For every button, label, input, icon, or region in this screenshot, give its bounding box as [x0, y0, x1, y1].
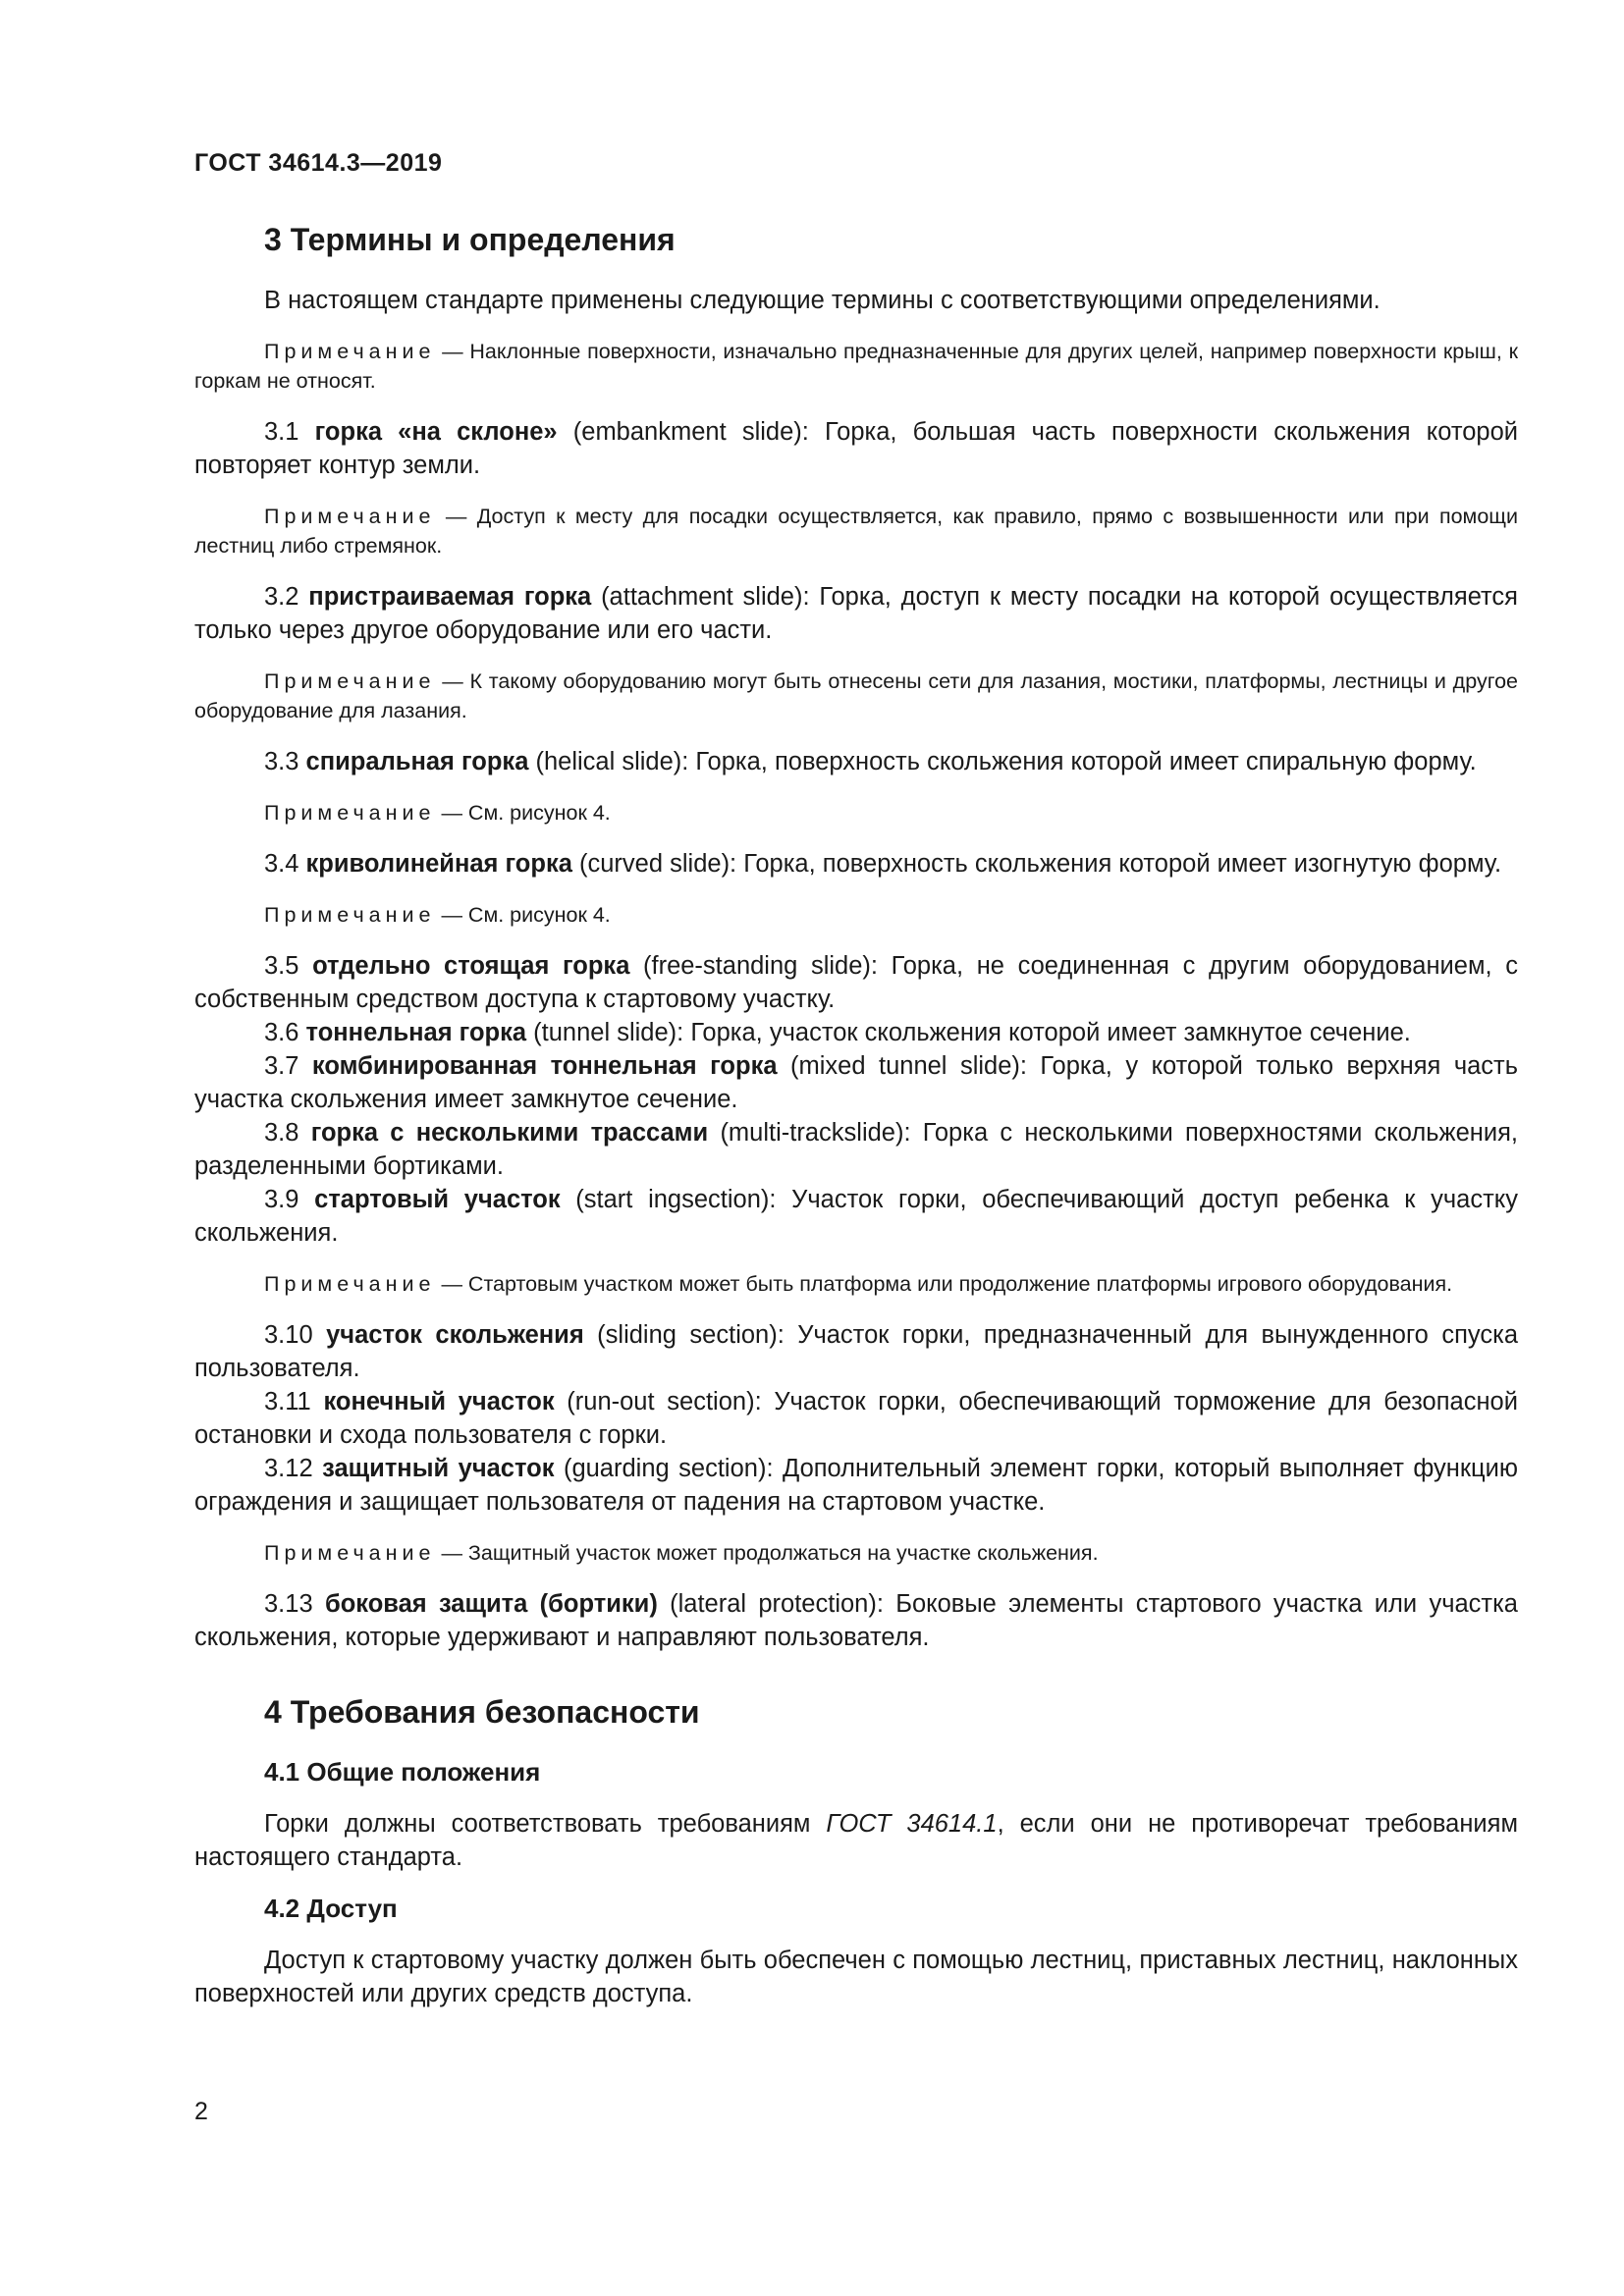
note-label: Примечание: [264, 669, 436, 694]
note-label: Примечание: [264, 340, 436, 364]
document-header: ГОСТ 34614.3—2019: [194, 149, 443, 177]
term-3-11: 3.11 конечный участок (run-out section): Участок горки, обеспечивающий торможение для безопасной остановки и схода пользователя с горки.: [194, 1388, 1518, 1450]
note: Примечание — Наклонные поверхности, изначально предназначенные для других целей, например поверхности крыш, к горкам не относят.: [194, 340, 1518, 394]
term-3-7: 3.7 комбинированная тоннельная горка (mixed tunnel slide): Горка, у которой только верхняя часть участка скольжения имеет замкнутое сечение.: [194, 1052, 1518, 1114]
subsection-4-1-title: 4.1 Общие положения: [264, 1756, 541, 1787]
note-label: Примечание: [264, 505, 436, 529]
note-label: Примечание: [264, 801, 436, 826]
note: Примечание — К такому оборудованию могут быть отнесены сети для лазания, мостики, платформы, лестницы и другое оборудование для лазания.: [194, 669, 1518, 723]
term-3-8: 3.8 горка с несколькими трассами (multi-trackslide): Горка с несколькими поверхностями скольжения, разделенными бортиками.: [194, 1119, 1518, 1181]
term-3-10: 3.10 участок скольжения (sliding section): Участок горки, предназначенный для вынужденного спуска пользователя.: [194, 1321, 1519, 1383]
page-content: [194, 221, 1518, 2010]
term-3-3: 3.3 спиральная горка (helical slide): Горка, поверхность скольжения которой имеет спиральную форму.: [264, 748, 1477, 776]
term-3-1: 3.1 горка «на склоне» (embankment slide): Горка, большая часть поверхности скольжения которой повторяет контур земли.: [194, 418, 1518, 480]
note-label: Примечание: [264, 1541, 436, 1566]
note: Примечание — Стартовым участком может быть платформа или продолжение платформы игрового оборудования.: [264, 1272, 1453, 1297]
section-3-intro: В настоящем стандарте применены следующие термины с соответствующими определениями.: [264, 287, 1380, 315]
page-number: 2: [194, 2098, 208, 2125]
paragraph-4-1: Горки должны соответствовать требованиям ГОСТ 34614.1, если они не противоречат требованиям настоящего стандарта.: [194, 1809, 1518, 1871]
term-3-13: 3.13 боковая защита (бортики) (lateral protection): Боковые элементы стартового участка или участка скольжения, которые удерживают и направляют пользователя.: [194, 1590, 1518, 1652]
section-3-title: 3 Термины и определения: [264, 222, 676, 257]
paragraph-4-2: Доступ к стартовому участку должен быть обеспечен с помощью лестниц, приставных лестниц, наклонных поверхностей или других средств доступа.: [194, 1947, 1518, 2008]
term-3-5: 3.5 отдельно стоящая горка (free-standing slide): Горка, не соединенная с другим оборудованием, с собственным средством доступа к стартовому участку.: [194, 952, 1518, 1014]
note-label: Примечание: [264, 1272, 436, 1297]
note-label: Примечание: [264, 903, 436, 928]
note: Примечание — См. рисунок 4.: [264, 903, 611, 928]
note: Примечание — Защитный участок может продолжаться на участке скольжения.: [264, 1541, 1099, 1566]
note: Примечание — Доступ к месту для посадки осуществляется, как правило, прямо с возвышенности или при помощи лестниц либо стремянок.: [194, 505, 1518, 559]
term-3-2: 3.2 пристраиваемая горка (attachment slide): Горка, доступ к месту посадки на которой осуществляется только через другое оборудование или его части.: [194, 583, 1518, 645]
term-3-6: 3.6 тоннельная горка (tunnel slide): Горка, участок скольжения которой имеет замкнутое сечение.: [264, 1019, 1411, 1047]
term-3-9: 3.9 стартовый участок (start ingsection): Участок горки, обеспечивающий доступ ребенка к участку скольжения.: [194, 1186, 1518, 1248]
term-3-4: 3.4 криволинейная горка (curved slide): Горка, поверхность скольжения которой имеет изогнутую форму.: [264, 850, 1502, 879]
subsection-4-2-title: 4.2 Доступ: [264, 1893, 398, 1923]
section-4-title: 4 Требования безопасности: [264, 1694, 700, 1731]
term-3-12: 3.12 защитный участок (guarding section): Дополнительный элемент горки, который выполняет функцию ограждения и защищает пользователя от падения на стартовом участке.: [194, 1455, 1518, 1517]
note: Примечание — См. рисунок 4.: [264, 801, 611, 826]
document-page: [194, 0, 1518, 2296]
